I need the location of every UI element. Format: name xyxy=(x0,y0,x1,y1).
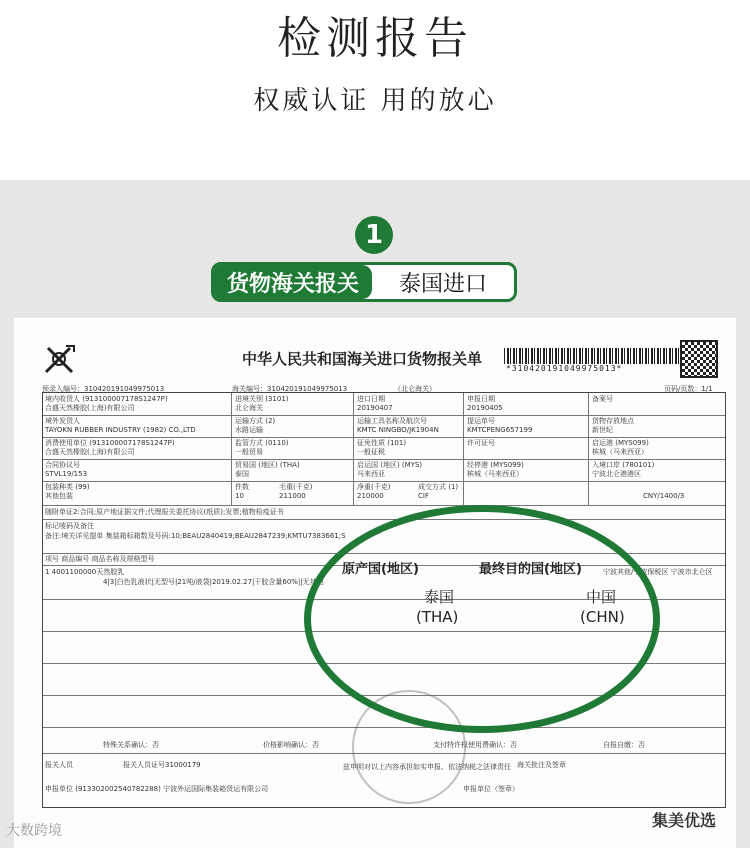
consignee-value: 合盛天然橡胶(上海)有限公司 xyxy=(45,404,135,412)
marks-label: 标记唛码及备注 xyxy=(45,522,94,530)
self-report: 自报自缴：否 xyxy=(603,741,645,749)
special-relation: 特殊关系确认：否 xyxy=(103,741,159,749)
marks-value: 备注:境关详见提单 集装箱标箱数及号码:10;BEAU2840419;BEAU2847239;KMTU7383661;S xyxy=(45,532,346,540)
package-label: 包装种类 (99) xyxy=(45,483,90,491)
transport-mode-label: 运输方式 (2) xyxy=(235,417,276,425)
grid-line xyxy=(43,481,725,482)
tab-thailand-import[interactable]: 泰国进口 xyxy=(398,271,487,297)
page-title: 检测报告 xyxy=(277,13,473,64)
barcode-number: *310420191049975013* xyxy=(506,364,623,373)
shipper-value: TAYOKN RUBBER INDUSTRY (1982) CO.,LTD xyxy=(45,426,196,434)
tab-group xyxy=(211,262,517,302)
currency-value: CNY/1400/3 xyxy=(643,492,685,500)
customs-approval: 海关批注及签章 xyxy=(517,761,566,769)
origin-country-value: 马来西亚 xyxy=(357,470,385,478)
goods-header: 项号 商品编号 商品名称及规格型号 xyxy=(45,555,155,563)
license-label: 许可证号 xyxy=(467,439,495,447)
watermark-right: 集美优选 xyxy=(652,811,717,830)
trade-country-value: 泰国 xyxy=(235,470,249,478)
trade-term-label: 成交方式 (1) xyxy=(418,483,459,491)
grid-line xyxy=(353,393,354,505)
transport-mode-value: 水路运输 xyxy=(235,426,263,434)
step-number-badge: 1 xyxy=(355,216,393,254)
storage-value: 新世纪 xyxy=(592,426,613,434)
pieces-value: 10 xyxy=(235,492,244,500)
origin-country-code: (THA) xyxy=(416,608,459,626)
import-date-label: 进口日期 xyxy=(357,395,385,403)
pieces-label: 件数 xyxy=(235,483,249,491)
attached-docs: 随附单证2:合同;原产地证据文件;代理报关委托协议(纸质);发票;植物检疫证书 xyxy=(45,508,284,516)
departure-port-label: 启运港 (MYS099) xyxy=(592,439,649,447)
consumer-label: 消费使用单位 (913100007178S1247P) xyxy=(45,439,175,447)
grid-line xyxy=(588,393,589,505)
declare-date-label: 申报日期 xyxy=(467,395,495,403)
grid-line xyxy=(43,519,725,520)
shipper-label: 境外发货人 xyxy=(45,417,80,425)
destination-area: 宁波其他/宁波保税区 宁波市北仑区 xyxy=(603,568,713,576)
tax-nature-value: 一般征税 xyxy=(357,448,385,456)
trade-country-label: 贸易国 (地区) (THA) xyxy=(235,461,300,469)
supervision-value: 一般贸易 xyxy=(235,448,263,456)
supervision-label: 监管方式 (0110) xyxy=(235,439,289,447)
grid-line xyxy=(231,393,232,505)
stop-port-label: 经停港 (MYS099) xyxy=(467,461,524,469)
origin-country-label: 启运国 (地区) (MYS) xyxy=(357,461,423,469)
qr-code xyxy=(680,340,718,378)
grid-line xyxy=(43,437,725,438)
gross-weight-value: 211000 xyxy=(279,492,306,500)
gross-weight-label: 毛重(千克) xyxy=(279,483,313,491)
goods-line-2: 4|3|白色乳液状|无型号|21吨/液袋|2019.02.27|干胶含量60%||无其他 xyxy=(103,578,324,586)
grid-line xyxy=(43,415,725,416)
page-subtitle: 权威认证 用的放心 xyxy=(253,86,497,116)
customs-number: 海关编号：310420191049975013 xyxy=(232,385,348,393)
consignee-label: 境内收货人 (913100007178S1247P) xyxy=(45,395,168,403)
destination-country-name: 中国 xyxy=(586,588,617,606)
grid-line xyxy=(43,459,725,460)
departure-port-value: 槟城（马来西亚） xyxy=(592,448,648,456)
header-section xyxy=(0,0,750,180)
royalty-confirmation: 支付特许权使用费确认：否 xyxy=(433,741,517,749)
signature-label: 申报单位（签章） xyxy=(463,785,519,793)
trade-term-value: CIF xyxy=(418,492,429,500)
bill-no-value: KMTCPENG657199 xyxy=(467,426,533,434)
entry-gate-value: 宁波北仑港港区 xyxy=(592,470,641,478)
declare-date-value: 20190405 xyxy=(467,404,503,412)
vessel-value: KMTC NINGBO/JK1904N xyxy=(357,426,439,434)
price-confirmation: 价格影响确认：否 xyxy=(263,741,319,749)
declare-unit: 申报单位 (913302002540782288) 宁波外运国际集装箱货运有限公司 xyxy=(45,785,269,793)
document-title: 中华人民共和国海关进口货物报关单 xyxy=(242,350,483,368)
grid-line xyxy=(463,393,464,505)
declarant-number: 报关人员证号31000179 xyxy=(123,761,201,769)
net-weight-label: 净重(千克) xyxy=(357,483,391,491)
customs-emblem-icon xyxy=(42,342,76,376)
page-count: 页码/页数：1/1 xyxy=(664,385,713,393)
entry-port-value: 北仑海关 xyxy=(235,404,263,412)
bill-no-label: 提运单号 xyxy=(467,417,495,425)
tab-customs-declaration[interactable]: 货物海关报关 xyxy=(214,265,372,299)
barcode xyxy=(504,348,679,364)
vessel-label: 运输工具名称及航次号 xyxy=(357,417,427,425)
customs-declaration-document xyxy=(14,318,736,848)
contract-value: STVL19/153 xyxy=(45,470,88,478)
package-value: 其他包装 xyxy=(45,492,73,500)
stop-port-value: 槟城（马来西亚） xyxy=(467,470,523,478)
declaration-statement: 兹申明对以上内容承担如实申报、依法纳税之法律责任 xyxy=(343,763,511,771)
entry-gate-label: 入境口岸 (780101) xyxy=(592,461,655,469)
destination-country-code: (CHN) xyxy=(580,608,625,626)
contract-label: 合同协议号 xyxy=(45,461,80,469)
import-date-value: 20190407 xyxy=(357,404,393,412)
tax-nature-label: 征免性质 (101) xyxy=(357,439,407,447)
preentry-number: 预录入编号：310420191049975013 xyxy=(42,385,165,393)
entry-port-label: 进境关别 (3101) xyxy=(235,395,289,403)
consumer-value: 合盛天然橡胶(上海)有限公司 xyxy=(45,448,135,456)
grid-line xyxy=(43,505,725,506)
customs-note: （北仑海关） xyxy=(394,385,436,393)
storage-label: 货物存放地点 xyxy=(592,417,634,425)
record-no-label: 备案号 xyxy=(592,395,613,403)
declarant-label: 报关人员 xyxy=(45,761,73,769)
origin-country-name: 泰国 xyxy=(424,588,455,606)
goods-line-1: 1 4001100000天然胶乳 xyxy=(45,568,125,576)
destination-country-header: 最终目的国(地区) xyxy=(479,562,582,577)
origin-country-header: 原产国(地区) xyxy=(342,562,419,577)
watermark-left: 大数跨境 xyxy=(6,823,62,839)
net-weight-value: 210000 xyxy=(357,492,384,500)
